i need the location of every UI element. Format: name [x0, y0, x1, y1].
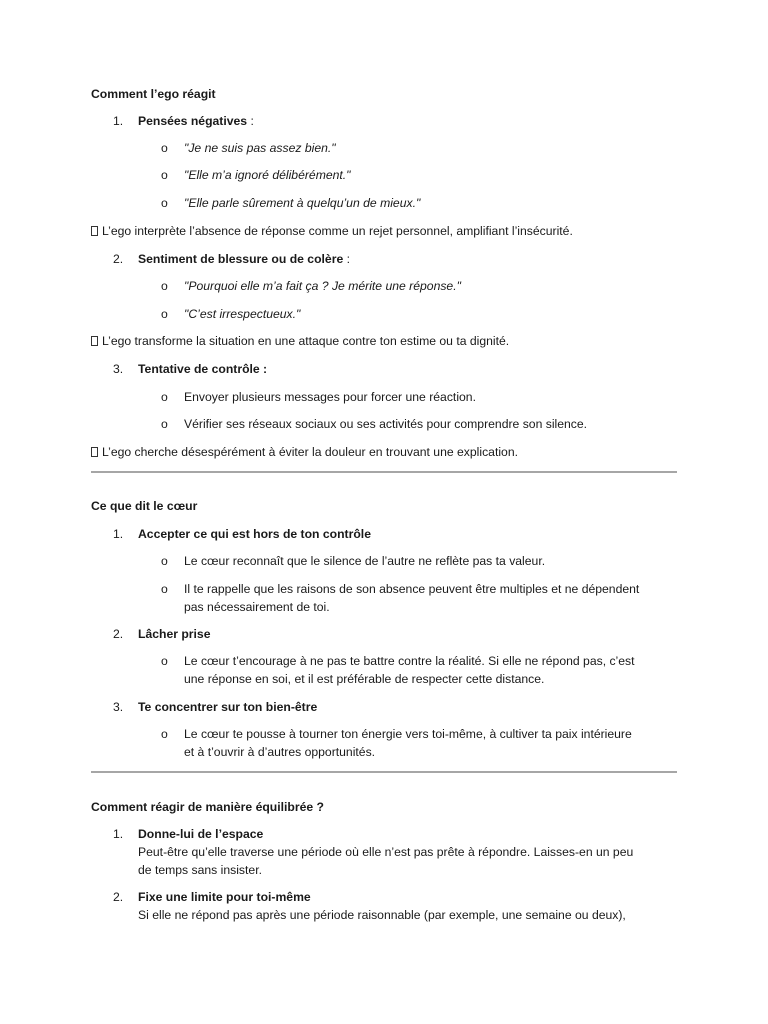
section-title: Comment réagir de manière équilibrée ?	[91, 800, 324, 814]
bullet-text: Le cœur te pousse à tourner ton énergie vers toi-même, à cultiver ta paix intérieure	[184, 727, 632, 741]
list-number: 1.	[113, 527, 124, 541]
note-text: L’ego transforme la situation en une attaque contre ton estime ou ta dignité.	[102, 334, 510, 348]
bullet-text-continuation: une réponse en soi, et il est préférable de respecter cette distance.	[184, 672, 545, 686]
bullet-text: "C’est irrespectueux."	[184, 307, 301, 321]
list-number: 1.	[113, 114, 124, 128]
bullet-marker: o	[161, 196, 168, 210]
bullet-text: "Elle parle sûrement à quelqu’un de mieux."	[184, 196, 421, 210]
note-text: L’ego cherche désespérément à éviter la douleur en trouvant une explication.	[102, 445, 518, 459]
bullet-text: "Pourquoi elle m’a fait ça ? Je mérite une réponse."	[184, 279, 461, 293]
missing-glyph-icon	[91, 447, 98, 457]
list-number: 2.	[113, 890, 124, 904]
bullet-marker: o	[161, 417, 168, 431]
note-line	[91, 444, 518, 460]
list-number: 3.	[113, 700, 124, 714]
horizontal-rule	[91, 471, 677, 473]
missing-glyph-icon	[91, 226, 98, 236]
bullet-text: Le cœur t’encourage à ne pas te battre contre la réalité. Si elle ne répond pas, c’est	[184, 654, 635, 668]
bullet-marker: o	[161, 554, 168, 568]
bullet-marker: o	[161, 582, 168, 596]
bullet-marker: o	[161, 279, 168, 293]
list-number: 3.	[113, 362, 124, 376]
item-suffix: :	[343, 252, 350, 266]
item-label: Sentiment de blessure ou de colère	[138, 252, 344, 266]
horizontal-rule	[91, 771, 677, 773]
bullet-marker: o	[161, 390, 168, 404]
list-number: 2.	[113, 252, 124, 266]
item-label: Fixe une limite pour toi-même	[138, 890, 311, 904]
item-body: Peut-être qu’elle traverse une période où elle n’est pas prête à répondre. Laisses-en un peu	[138, 845, 634, 859]
item-suffix: :	[247, 114, 254, 128]
bullet-text: "Je ne suis pas assez bien."	[184, 141, 336, 155]
item-body: Si elle ne répond pas après une période raisonnable (par exemple, une semaine ou deux),	[138, 908, 626, 922]
bullet-marker: o	[161, 307, 168, 321]
bullet-marker: o	[161, 168, 168, 182]
section-title: Comment l’ego réagit	[91, 87, 216, 101]
bullet-marker: o	[161, 727, 168, 741]
list-item	[138, 113, 254, 129]
item-label: Accepter ce qui est hors de ton contrôle	[138, 527, 371, 541]
item-body-continuation: de temps sans insister.	[138, 863, 262, 877]
item-label: Donne-lui de l’espace	[138, 827, 264, 841]
bullet-text-continuation: pas nécessairement de toi.	[184, 600, 330, 614]
bullet-text: Le cœur reconnaît que le silence de l’autre ne reflète pas ta valeur.	[184, 554, 546, 568]
note-line	[91, 333, 509, 349]
bullet-text: Vérifier ses réseaux sociaux ou ses activités pour comprendre son silence.	[184, 417, 588, 431]
bullet-text: Il te rappelle que les raisons de son absence peuvent être multiples et ne dépendent	[184, 582, 640, 596]
list-number: 1.	[113, 827, 124, 841]
item-label: Tentative de contrôle :	[138, 362, 268, 376]
bullet-text: Envoyer plusieurs messages pour forcer une réaction.	[184, 390, 476, 404]
item-label: Te concentrer sur ton bien-être	[138, 700, 318, 714]
item-label: Lâcher prise	[138, 627, 211, 641]
section-title: Ce que dit le cœur	[91, 499, 198, 513]
list-number: 2.	[113, 627, 124, 641]
bullet-marker: o	[161, 141, 168, 155]
note-line	[91, 223, 573, 239]
bullet-text-continuation: et à t’ouvrir à d’autres opportunités.	[184, 745, 376, 759]
bullet-text: "Elle m’a ignoré délibérément."	[184, 168, 351, 182]
note-text: L’ego interprète l’absence de réponse comme un rejet personnel, amplifiant l’insécurité.	[102, 224, 573, 238]
item-label: Pensées négatives	[138, 114, 248, 128]
list-item	[138, 251, 350, 267]
missing-glyph-icon	[91, 336, 98, 346]
bullet-marker: o	[161, 654, 168, 668]
